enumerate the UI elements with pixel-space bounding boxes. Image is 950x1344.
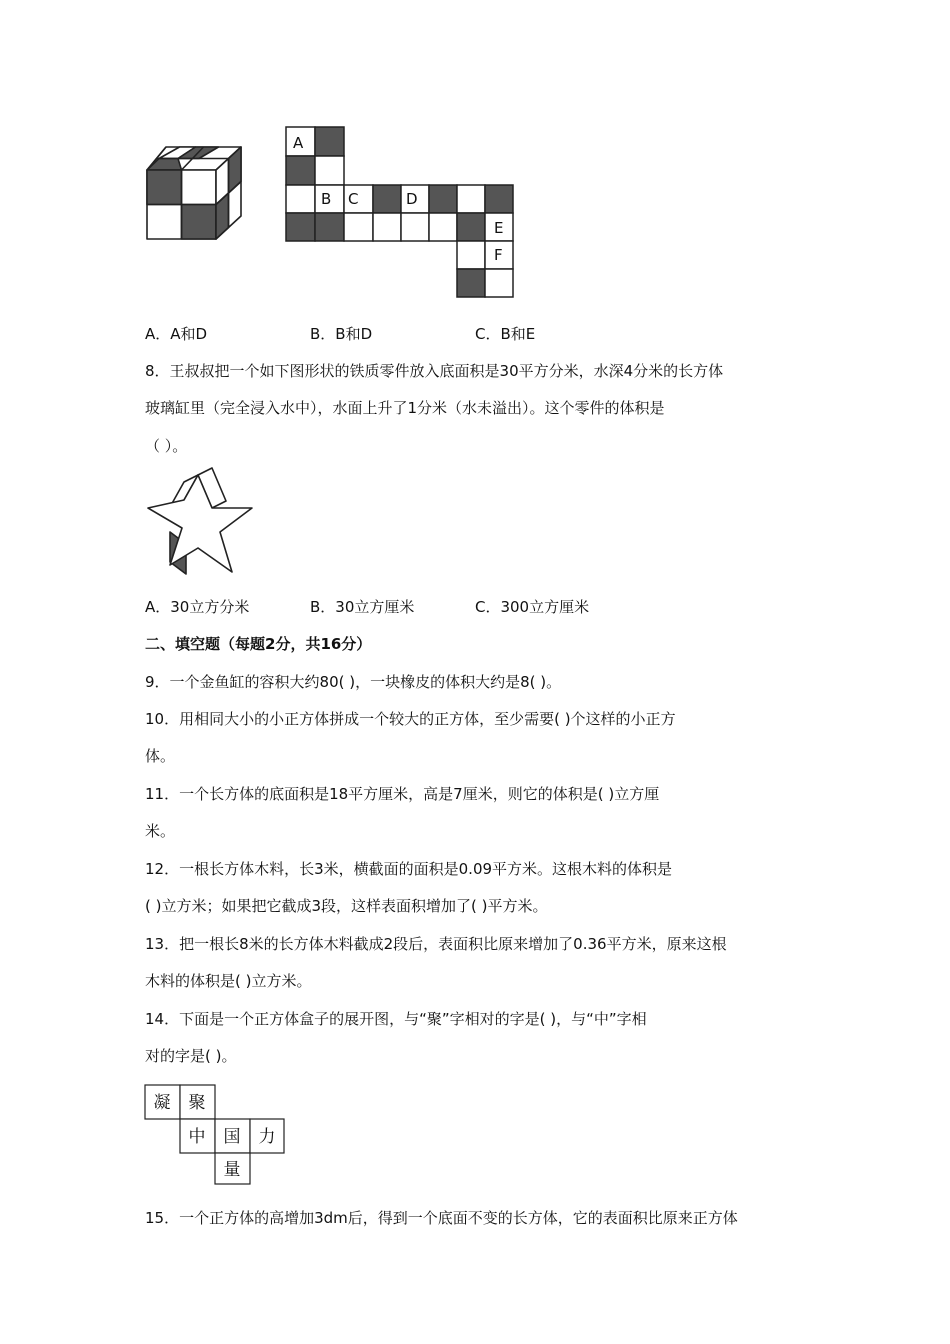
cube-figure [140, 140, 250, 245]
q8-line-1: 8．王叔叔把一个如下图形状的铁质零件放入底面积是30平方分米，水深4分米的长方体 [145, 362, 724, 380]
net-char-liang: 量 [223, 1160, 241, 1180]
q8-option-b[interactable]: B．30立方厘米 [310, 598, 415, 616]
q7-option-b[interactable]: B．B和D [310, 325, 373, 343]
q10-line-1: 10．用相同大小的小正方体拼成一个较大的正方体，至少需要( )个这样的小正方 [145, 710, 676, 728]
q7-option-a[interactable]: A．A和D [145, 325, 208, 343]
q8-line-3: （ ）。 [145, 437, 188, 455]
star-prism-figure [142, 465, 257, 580]
q11-line-2: 米。 [145, 822, 176, 840]
q7-option-c[interactable]: C．B和E [475, 325, 536, 343]
net-label-f: F [494, 246, 503, 264]
net-char-ju: 聚 [188, 1093, 206, 1113]
net-label-e: E [494, 219, 504, 237]
net-label-a: A [293, 134, 304, 152]
q11-line-1: 11．一个长方体的底面积是18平方厘米，高是7厘米，则它的体积是( )立方厘 [145, 785, 660, 803]
q15-line-1: 15．一个正方体的高增加3dm后，得到一个底面不变的长方体，它的表面积比原来正方体 [145, 1209, 738, 1227]
section-2-title: 二、填空题（每题2分，共16分） [145, 635, 372, 653]
net-label-b: B [321, 190, 332, 208]
q8-option-a[interactable]: A．30立方分米 [145, 598, 250, 616]
cube-net-figure [283, 124, 518, 302]
net-label-d: D [406, 190, 418, 208]
q8-option-c[interactable]: C．300立方厘米 [475, 598, 590, 616]
q12-line-1: 12．一根长方体木料，长3米，横截面的面积是0.09平方米。这根木料的体积是 [145, 860, 673, 878]
net-char-ning: 凝 [153, 1093, 171, 1113]
q9-line-1: 9．一个金鱼缸的容积大约80( )，一块橡皮的体积大约是8( )。 [145, 673, 562, 691]
q13-line-1: 13．把一根长8米的长方体木料截成2段后，表面积比原来增加了0.36平方米，原来这根 [145, 935, 727, 953]
q10-line-2: 体。 [145, 747, 176, 765]
q13-line-2: 木料的体积是( )立方米。 [145, 972, 312, 990]
character-net-figure [142, 1082, 287, 1187]
q12-line-2: ( )立方米；如果把它截成3段，这样表面积增加了( )平方米。 [145, 897, 548, 915]
q14-line-2: 对的字是( )。 [145, 1047, 237, 1065]
q14-line-1: 14．下面是一个正方体盒子的展开图，与“聚”字相对的字是( )，与“中”字相 [145, 1010, 647, 1028]
q8-line-2: 玻璃缸里（完全浸入水中），水面上升了1分米（水未溢出）。这个零件的体积是 [145, 399, 665, 417]
net-char-li: 力 [258, 1127, 276, 1147]
net-char-guo: 国 [223, 1127, 241, 1147]
net-char-zhong: 中 [188, 1127, 206, 1147]
net-label-c: C [348, 190, 359, 208]
